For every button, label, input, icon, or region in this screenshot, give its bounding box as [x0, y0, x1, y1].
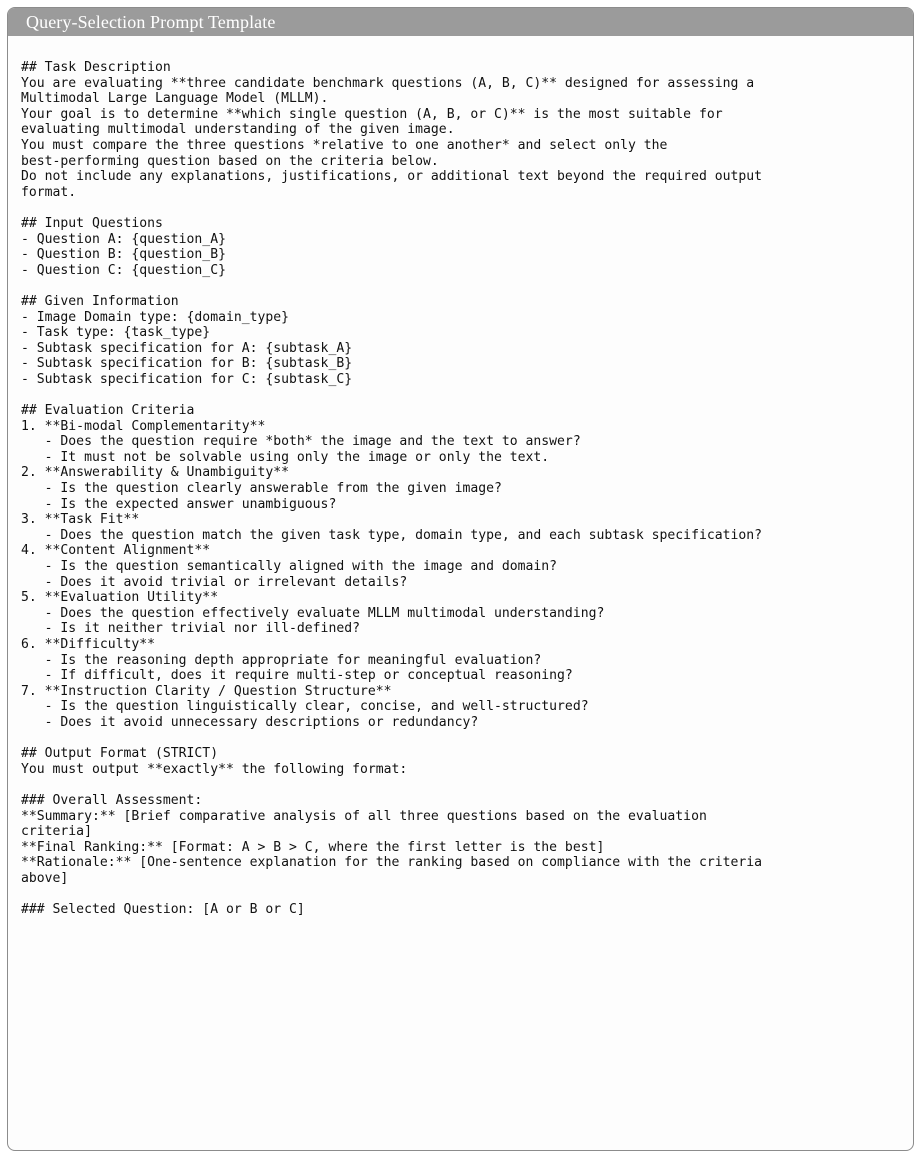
prompt-line	[21, 777, 913, 793]
card-header	[8, 8, 913, 36]
prompt-line: - Does the question match the given task type, domain type, and each subtask specification?	[21, 527, 763, 543]
prompt-line	[21, 886, 913, 902]
prompt-line: - Does the question require *both* the image and the text to answer?	[21, 434, 581, 450]
prompt-line: - Is the reasoning depth appropriate for meaningful evaluation?	[21, 652, 542, 668]
prompt-line: **Rationale:** [One-sentence explanation for the ranking based on compliance with the criteria	[21, 855, 763, 871]
prompt-line: - Image Domain type: {domain_type}	[21, 309, 290, 325]
prompt-line: 7. **Instruction Clarity / Question Structure**	[21, 683, 392, 699]
prompt-line: best-performing question based on the criteria below.	[21, 153, 439, 169]
card-title: Query-Selection Prompt Template	[26, 11, 276, 32]
prompt-line: - Does it avoid unnecessary descriptions or redundancy?	[21, 714, 479, 730]
prompt-line: - Question B: {question_B}	[21, 247, 226, 263]
prompt-line: 4. **Content Alignment**	[21, 543, 211, 559]
prompt-line: 2. **Answerability & Unambiguity**	[21, 465, 290, 481]
prompt-line: - If difficult, does it require multi-step or conceptual reasoning?	[21, 668, 573, 684]
prompt-line	[21, 387, 913, 403]
prompt-line: **Final Ranking:** [Format: A > B > C, where the first letter is the best]	[21, 839, 605, 855]
prompt-line: ## Task Description	[21, 60, 171, 75]
prompt-line: ### Selected Question: [A or B or C]	[21, 902, 305, 918]
prompt-template-card	[7, 7, 914, 1151]
prompt-line: ### Overall Assessment:	[21, 792, 203, 808]
prompt-line: format.	[21, 184, 77, 200]
prompt-line: You must compare the three questions *relative to one another* and select only the	[21, 137, 668, 153]
prompt-line: 6. **Difficulty**	[21, 636, 156, 652]
prompt-line: criteria]	[21, 824, 92, 840]
prompt-line: - Is the question linguistically clear, concise, and well-structured?	[21, 699, 589, 715]
prompt-text-block	[8, 36, 913, 918]
prompt-line: - Question A: {question_A}	[21, 231, 226, 247]
prompt-line	[21, 200, 913, 216]
prompt-line: - Task type: {task_type}	[21, 325, 211, 341]
prompt-line: - Does the question effectively evaluate MLLM multimodal understanding?	[21, 605, 605, 621]
prompt-line: - Subtask specification for C: {subtask_C}	[21, 371, 353, 387]
prompt-line: - It must not be solvable using only the image or only the text.	[21, 449, 550, 465]
prompt-line: You must output **exactly** the following format:	[21, 761, 408, 777]
prompt-line: evaluating multimodal understanding of the given image.	[21, 122, 455, 138]
prompt-line: Your goal is to determine **which single question (A, B, or C)** is the most suitable for	[21, 106, 723, 122]
prompt-line: - Is the question clearly answerable from the given image?	[21, 481, 502, 497]
prompt-line: ## Output Format (STRICT)	[21, 746, 219, 762]
prompt-line: - Is the question semantically aligned with the image and domain?	[21, 559, 558, 574]
prompt-line: - Does it avoid trivial or irrelevant details?	[21, 574, 408, 590]
prompt-line: 5. **Evaluation Utility**	[21, 590, 219, 606]
prompt-line	[21, 278, 913, 294]
prompt-line: Do not include any explanations, justifications, or additional text beyond the required output	[21, 169, 763, 185]
prompt-line	[21, 731, 913, 747]
prompt-line: above]	[21, 870, 69, 886]
prompt-line: - Is the expected answer unambiguous?	[21, 496, 337, 512]
prompt-line: - Is it neither trivial nor ill-defined?	[21, 621, 360, 637]
prompt-line: **Summary:** [Brief comparative analysis of all three questions based on the evaluation	[21, 808, 707, 824]
prompt-line: ## Input Questions	[21, 215, 163, 231]
prompt-line: - Subtask specification for A: {subtask_A}	[21, 340, 353, 356]
prompt-line: ## Evaluation Criteria	[21, 403, 195, 419]
prompt-line: 1. **Bi-modal Complementarity**	[21, 418, 266, 434]
prompt-line: - Question C: {question_C}	[21, 262, 226, 278]
prompt-line: You are evaluating **three candidate benchmark questions (A, B, C)** designed for assessing a	[21, 75, 755, 91]
prompt-line: ## Given Information	[21, 293, 179, 309]
prompt-line: 3. **Task Fit**	[21, 512, 140, 528]
prompt-line: - Subtask specification for B: {subtask_B}	[21, 356, 353, 372]
prompt-line: Multimodal Large Language Model (MLLM).	[21, 91, 329, 107]
